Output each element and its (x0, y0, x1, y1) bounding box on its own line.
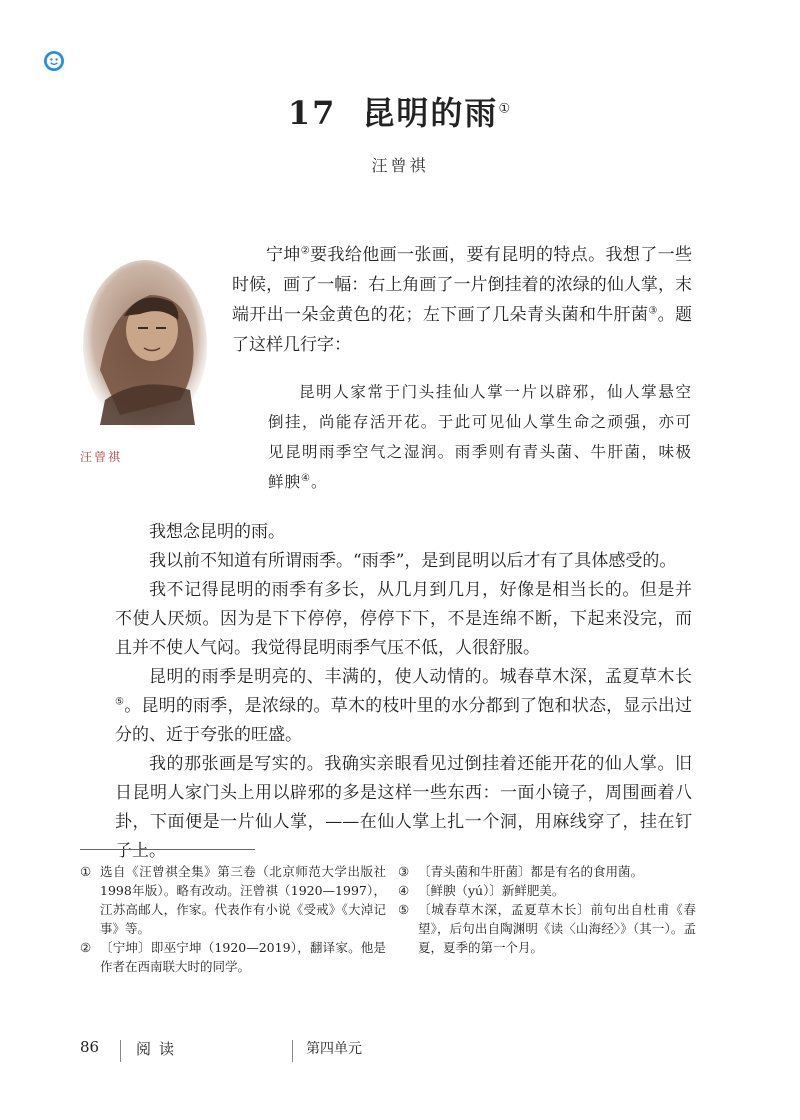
smiley-icon (43, 50, 65, 72)
lesson-number: 17 (287, 94, 337, 132)
paragraph: 我的那张画是写实的。我确实亲眼看见过倒挂着还能开花的仙人掌。旧日昆明人家门头上用以辟邪的多是这样一些东西：一面小镜子，周围画着八卦，下面便是一片仙人掌，——在仙人掌上扎一个洞，用麻线穿了，挂在钉子上。 (115, 754, 692, 861)
intro-text: 宁坤 (266, 245, 301, 265)
intro-paragraph (232, 240, 692, 360)
quote-text: 昆明人家常于门头挂仙人掌一片以辟邪，仙人掌悬空倒挂，尚能存活开花。于此可见仙人掌生命之顽强，亦可见昆明雨季空气之湿润。雨季则有青头菌、牛肝菌，味极鲜腴 (268, 383, 692, 491)
footnote-ref[interactable]: ⑤ (115, 696, 125, 708)
footnote (398, 900, 696, 957)
footnote-divider (80, 849, 255, 850)
footnote-text: 〔城春草木深，孟夏草木长〕前句出自杜甫《春望》，后句出自陶渊明《读〈山海经〉》（其一）。孟夏，夏季的第一个月。 (418, 902, 696, 955)
footnote-text: 〔青头菌和牛肝菌〕都是有名的食用菌。 (418, 864, 644, 879)
title-note-mark: ① (498, 101, 513, 117)
intro-text: 要我给他画一张画，要有昆明的特点。我想了一些时候，画了一幅：右上角画了一片倒挂着的浓绿的仙人掌，末端开出一朵金黄色的花；左下画了几朵青头菌和牛肝菌 (232, 245, 693, 325)
footnote-mark: ⑤ (398, 902, 410, 917)
footnote-text: 选自《汪曾祺全集》第三卷（北京师范大学出版社1998年版）。略有改动。汪曾祺（1920—1997），江苏高邮人，作家。代表作有小说《受戒》《大淖记事》等。 (100, 864, 386, 936)
body-text (115, 518, 692, 866)
footnotes-right (398, 862, 696, 957)
footnote-mark: ② (80, 940, 92, 955)
paragraph: 我以前不知道有所谓雨季。“雨季”，是到昆明以后才有了具体感受的。 (149, 551, 677, 571)
quote-text: 。 (310, 473, 328, 491)
footnote-mark: ③ (398, 864, 410, 879)
lesson-title: 昆明的雨 (362, 94, 499, 132)
footnote-mark: ① (80, 864, 92, 879)
page-number: 86 (80, 1038, 100, 1056)
footnote-ref[interactable]: ③ (648, 305, 658, 317)
footnote-ref[interactable]: ② (300, 245, 311, 257)
paragraph: 我想念昆明的雨。 (149, 522, 285, 542)
footnote-ref[interactable]: ④ (301, 472, 311, 484)
footnote-text: 〔鲜腴（yú）〕新鲜肥美。 (418, 883, 565, 898)
paragraph-text: 。昆明的雨季，是浓绿的。草木的枝叶里的水分都到了饱和状态，显示出过分的、近于夸张的旺盛。 (115, 696, 693, 745)
footnote (398, 881, 696, 900)
footnotes-left (80, 862, 386, 976)
footer-divider (292, 1040, 293, 1062)
footnote (80, 938, 386, 976)
author-portrait (80, 250, 210, 430)
paragraph (115, 663, 692, 750)
footnote-mark: ④ (398, 883, 410, 898)
author-name: 汪曾祺 (371, 156, 429, 175)
portrait-caption: 汪曾祺 (80, 450, 123, 464)
page-title (0, 88, 800, 134)
footnote-text: 〔宁坤〕即巫宁坤（1920—2019），翻译家。他是作者在西南联大时的同学。 (100, 940, 386, 974)
inscription-quote (268, 377, 692, 497)
paragraph-text: 昆明的雨季是明亮的、丰满的，使人动情的。城春草木深，孟夏草木长 (149, 667, 692, 687)
page-footer (80, 1038, 720, 1062)
intro-text: 。题了这样几行字： (232, 305, 693, 355)
footnote (398, 862, 696, 881)
paragraph: 我不记得昆明的雨季有多长，从几月到几月，好像是相当长的。但是并不使人厌烦。因为是下下停停，停停下下，不是连绵不断，下起来没完，而且并不使人气闷。我觉得昆明雨季气压不低，人很舒服。 (115, 580, 692, 658)
section-label: 阅读 (136, 1040, 183, 1058)
unit-label: 第四单元 (306, 1041, 362, 1057)
footer-divider (120, 1040, 121, 1062)
footnote (80, 862, 386, 938)
